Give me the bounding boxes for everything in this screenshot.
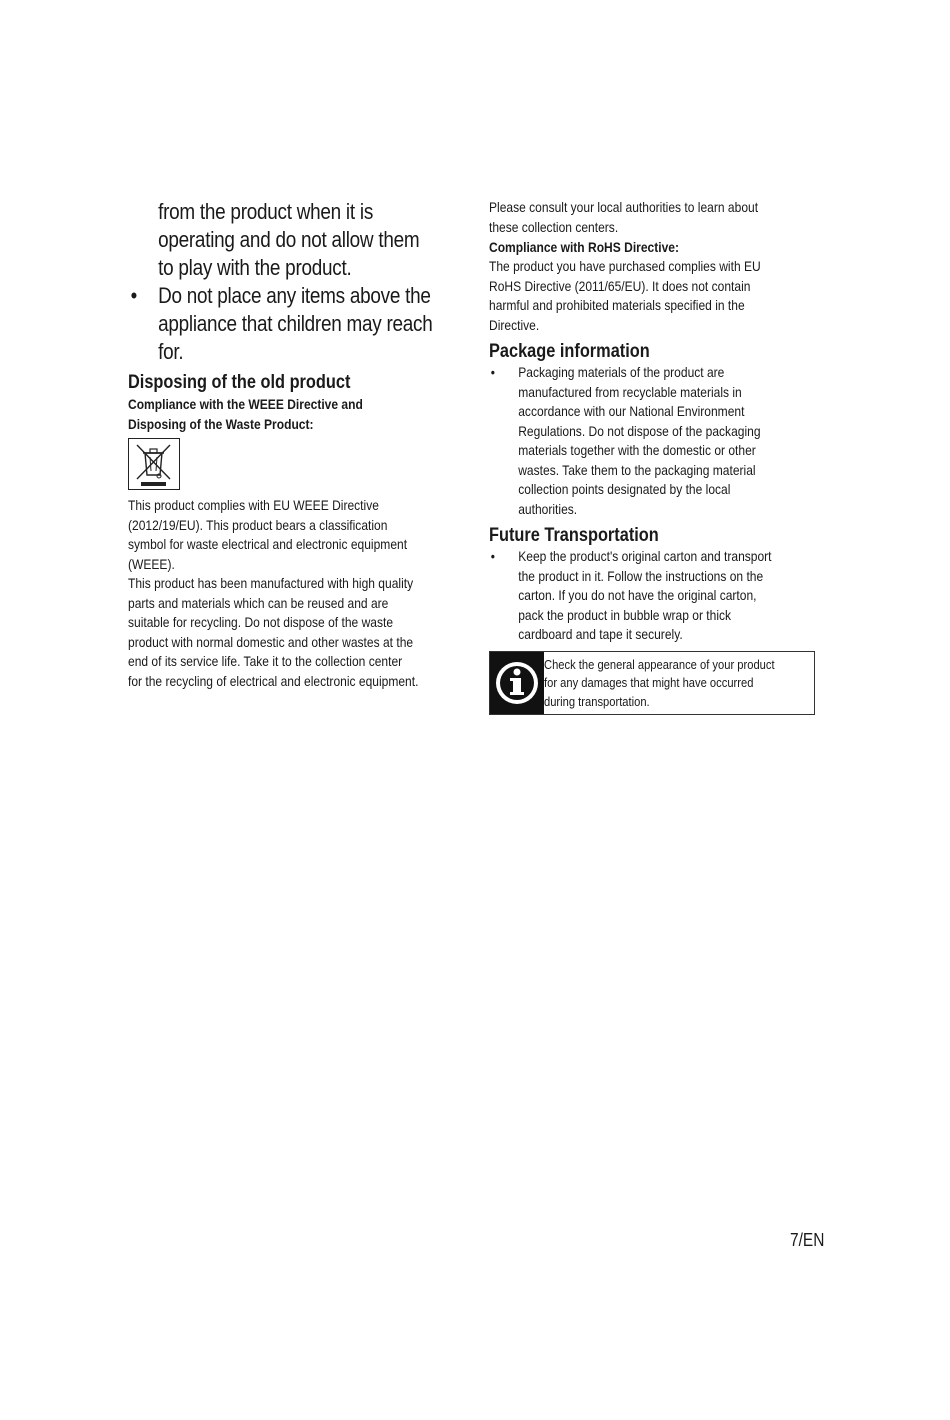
- text-line: appliance that children may reach: [158, 311, 433, 336]
- safety-continuation: [128, 198, 466, 366]
- text-line: harmful and prohibited materials specified in the: [489, 297, 745, 313]
- collection-centers-paragraph: [489, 198, 819, 237]
- text-line: The product you have purchased complies with EU: [489, 258, 761, 274]
- text-line: authorities.: [518, 500, 578, 517]
- bullet-dot: •: [130, 283, 137, 308]
- transport-bullet: [489, 547, 819, 645]
- section-heading-package: Package information: [489, 341, 650, 362]
- text-line: pack the product in bubble wrap or thick: [518, 606, 732, 623]
- text-line: to play with the product.: [158, 255, 352, 280]
- bullet-dot: •: [490, 548, 495, 564]
- text-line: Check the general appearance of your product: [544, 656, 775, 672]
- text-line: (2012/19/EU). This product bears a classification: [128, 516, 388, 533]
- text-line: accordance with our National Environment: [518, 403, 745, 419]
- text-line: symbol for waste electrical and electronic equipment: [128, 536, 408, 552]
- text-line: Disposing of the Waste Product:: [128, 416, 314, 432]
- text-line: from the product when it is: [158, 199, 374, 224]
- text-line: Do not place any items above the: [158, 283, 431, 308]
- bullet-text: [518, 547, 819, 645]
- text-line: Directive.: [489, 316, 540, 333]
- text-line: for.: [158, 339, 184, 364]
- text-line: during transportation.: [544, 693, 650, 709]
- subheading-weee: [128, 394, 419, 434]
- text-line: Keep the product's original carton and transport: [518, 548, 772, 564]
- bullet-item: [489, 363, 819, 519]
- package-bullet: [489, 363, 819, 519]
- section-heading-transportation: Future Transportation: [489, 525, 659, 546]
- bullet-dot: •: [490, 364, 495, 380]
- continued-bullet-text: [128, 198, 466, 282]
- bullet-item: [489, 547, 819, 645]
- section-heading-disposing: Disposing of the old product: [128, 372, 351, 393]
- text-line: parts and materials which can be reused and are: [128, 594, 389, 611]
- text-line: the product in it. Follow the instructions on the: [518, 567, 764, 584]
- weee-paragraph: [128, 496, 466, 691]
- text-line: cardboard and tape it securely.: [518, 626, 683, 642]
- info-note-text: [544, 652, 776, 715]
- weee-crossed-bin-icon: [128, 438, 180, 490]
- page-number: 7/EN: [790, 1230, 825, 1250]
- text-line: Packaging materials of the product are: [518, 364, 725, 380]
- text-line: RoHS Directive (2011/65/EU). It does not contain: [489, 277, 751, 294]
- text-line: Regulations. Do not dispose of the packaging: [518, 422, 761, 439]
- text-line: collection points designated by the local: [518, 481, 731, 497]
- bullet-text: [158, 282, 466, 366]
- text-line: This product has been manufactured with high quality: [128, 575, 414, 591]
- text-line: for any damages that might have occurred: [544, 675, 754, 690]
- text-line: This product complies with EU WEEE Directive: [128, 497, 379, 513]
- text-line: wastes. Take them to the packaging material: [518, 461, 756, 478]
- text-line: product with normal domestic and other wastes at the: [128, 633, 414, 650]
- info-note-box: [489, 651, 815, 716]
- text-line: these collection centers.: [489, 218, 619, 235]
- text-line: for the recycling of electrical and electronic equipment.: [128, 672, 419, 689]
- text-line: end of its service life. Take it to the collection center: [128, 653, 403, 669]
- text-line: manufactured from recyclable materials in: [518, 383, 742, 400]
- text-line: Please consult your local authorities to learn about: [489, 199, 759, 215]
- info-icon: [490, 652, 544, 715]
- bullet-item: [128, 282, 466, 366]
- text-line: carton. If you do not have the original carton,: [518, 587, 757, 603]
- subheading-rohs: Compliance with RoHS Directive:: [489, 239, 680, 255]
- right-column: [489, 198, 819, 715]
- text-line: operating and do not allow them: [158, 227, 420, 252]
- text-line: (WEEE).: [128, 555, 175, 572]
- left-column: [128, 198, 466, 691]
- text-line: Compliance with the WEEE Directive and: [128, 396, 363, 412]
- rohs-paragraph: [489, 257, 819, 335]
- text-line: materials together with the domestic or other: [518, 442, 756, 458]
- bullet-text: [518, 363, 819, 519]
- text-line: suitable for recycling. Do not dispose of the waste: [128, 614, 394, 630]
